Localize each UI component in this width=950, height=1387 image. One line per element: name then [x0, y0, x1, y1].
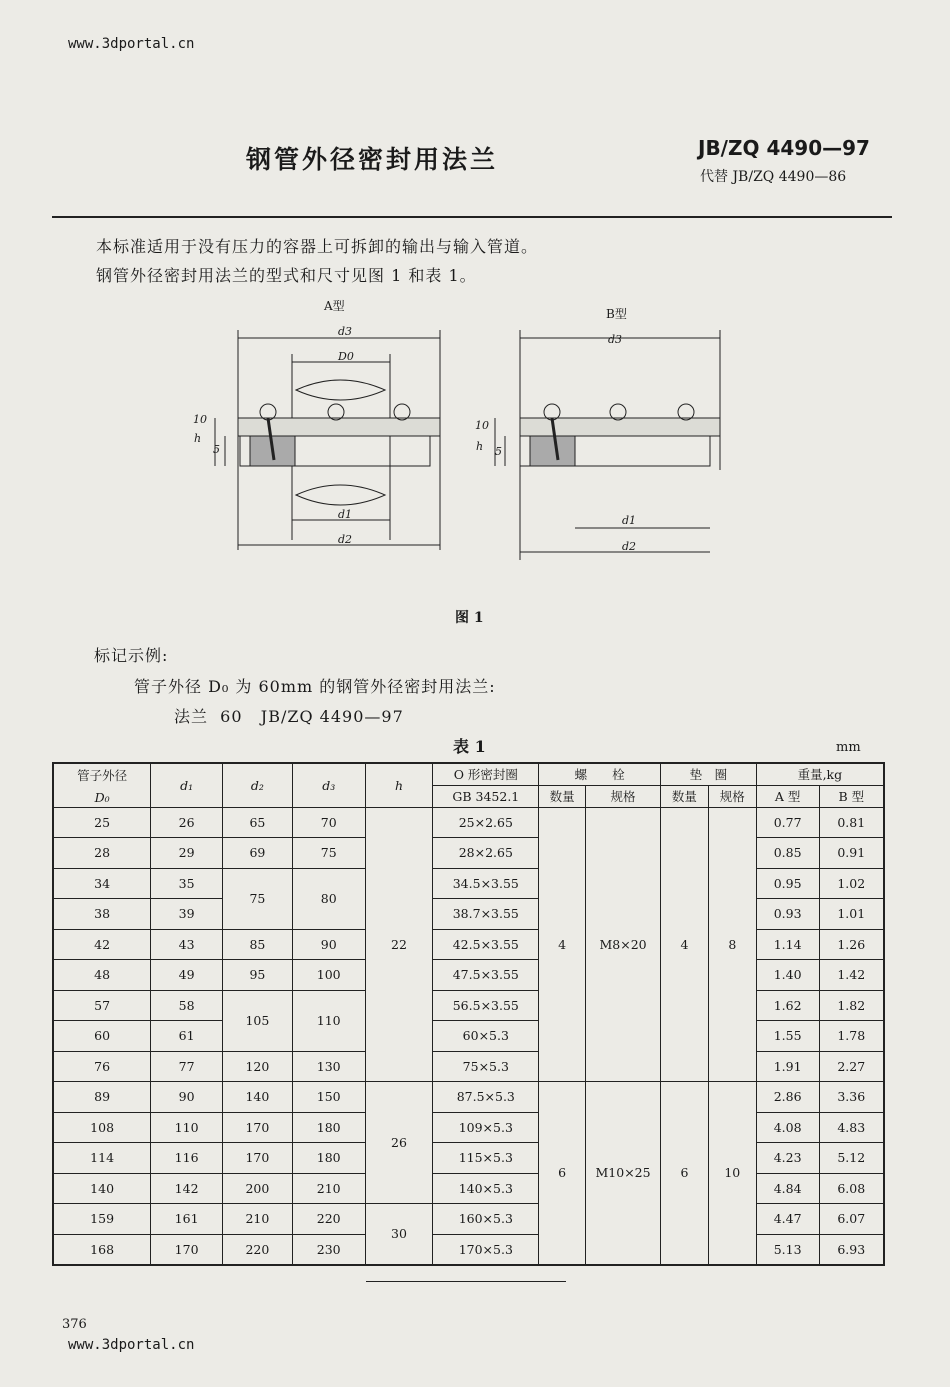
- dim-d2-a: d2: [338, 533, 353, 546]
- table-row: 57 58 105 110 56.5×3.55 1.62 1.82: [53, 990, 884, 1021]
- page-number: 376: [62, 1317, 87, 1332]
- table-row: 168 170 220 230 170×5.3 5.13 6.93: [53, 1234, 884, 1265]
- example-description: 管子外径 D₀ 为 60mm 的钢管外径密封用法兰:: [134, 677, 496, 696]
- dim-d2-b: d2: [622, 540, 637, 553]
- dim-5-a: 5: [213, 443, 220, 456]
- table-title: 表 1: [453, 737, 486, 756]
- replaces-note: 代替 JB/ZQ 4490—86: [700, 169, 847, 185]
- header-washer-spec: 规格: [708, 785, 756, 807]
- header-pipe-od: 管子外径 D₀: [53, 763, 151, 807]
- flange-figure: [180, 290, 740, 590]
- page-title: 钢管外径密封用法兰: [246, 145, 499, 174]
- table-row: 108 110 170 180 109×5.3 4.08 4.83: [53, 1112, 884, 1143]
- intro-line-2: 钢管外径密封用法兰的型式和尺寸见图 1 和表 1。: [96, 266, 477, 285]
- dim-d0: D0: [338, 350, 354, 363]
- header-weight: 重量,kg: [756, 763, 884, 785]
- header-h: h: [365, 763, 433, 807]
- dim-d3: d3: [338, 325, 353, 338]
- standard-number: JB/ZQ 4490—97: [698, 136, 870, 160]
- dim-10-a: 10: [193, 413, 207, 426]
- header-bolt-qty: 数量: [539, 785, 586, 807]
- table-row: 25 26 65 70 22 25×2.65 4 M8×20 4 8 0.77 0.81: [53, 807, 884, 838]
- watermark-bottom: www.3dportal.cn: [68, 1337, 195, 1353]
- table-row: 140 142 200 210 140×5.3 4.84 6.08: [53, 1173, 884, 1204]
- example-heading: 标记示例:: [94, 646, 169, 665]
- table-row: 114 116 170 180 115×5.3 4.23 5.12: [53, 1143, 884, 1174]
- header-washer: 垫 圈: [661, 763, 757, 785]
- table-row: 60 61 60×5.3 1.55 1.78: [53, 1021, 884, 1052]
- footer-rule: [366, 1281, 566, 1282]
- dim-d3-b: d3: [608, 333, 623, 346]
- table-row: 38 39 38.7×3.55 0.93 1.01: [53, 899, 884, 930]
- table-row: 159 161 210 220 30 160×5.3 4.47 6.07: [53, 1204, 884, 1235]
- table-row: 28 29 69 75 28×2.65 0.85 0.91: [53, 838, 884, 869]
- table-row: 42 43 85 90 42.5×3.55 1.14 1.26: [53, 929, 884, 960]
- watermark-top: www.3dportal.cn: [68, 36, 195, 52]
- header-d1: d₁: [151, 763, 223, 807]
- figure-label-b: B型: [606, 307, 627, 321]
- header-bolt: 螺 栓: [539, 763, 661, 785]
- intro-line-1: 本标准适用于没有压力的容器上可拆卸的输出与输入管道。: [96, 237, 539, 256]
- flange-dimension-table: [52, 762, 885, 1266]
- table-row: 76 77 120 130 75×5.3 1.91 2.27: [53, 1051, 884, 1082]
- dim-d1-a: d1: [338, 508, 353, 521]
- header-rule: [52, 216, 892, 218]
- header-d2: d₂: [223, 763, 293, 807]
- header-washer-qty: 数量: [661, 785, 709, 807]
- dim-5-b: 5: [495, 445, 502, 458]
- header-weight-a: A 型: [756, 785, 819, 807]
- table-row: 48 49 95 100 47.5×3.55 1.40 1.42: [53, 960, 884, 991]
- dim-h-a: h: [194, 432, 202, 445]
- dim-d1-b: d1: [622, 514, 637, 527]
- table-unit: mm: [836, 740, 861, 755]
- dim-10-b: 10: [475, 419, 489, 432]
- dim-h-b: h: [476, 440, 484, 453]
- example-mark: 法兰 60 JB/ZQ 4490—97: [174, 707, 404, 726]
- header-d3: d₃: [292, 763, 365, 807]
- table-row: 89 90 140 150 26 87.5×5.3 6 M10×25 6 10 2.86 3.36: [53, 1082, 884, 1113]
- figure-label-a: A型: [324, 299, 345, 313]
- header-oring-std: GB 3452.1: [433, 785, 539, 807]
- header-bolt-spec: 规格: [586, 785, 661, 807]
- figure-caption: 图 1: [455, 610, 484, 626]
- header-oring: O 形密封圈: [433, 763, 539, 785]
- header-weight-b: B 型: [819, 785, 884, 807]
- table-row: 34 35 75 80 34.5×3.55 0.95 1.02: [53, 868, 884, 899]
